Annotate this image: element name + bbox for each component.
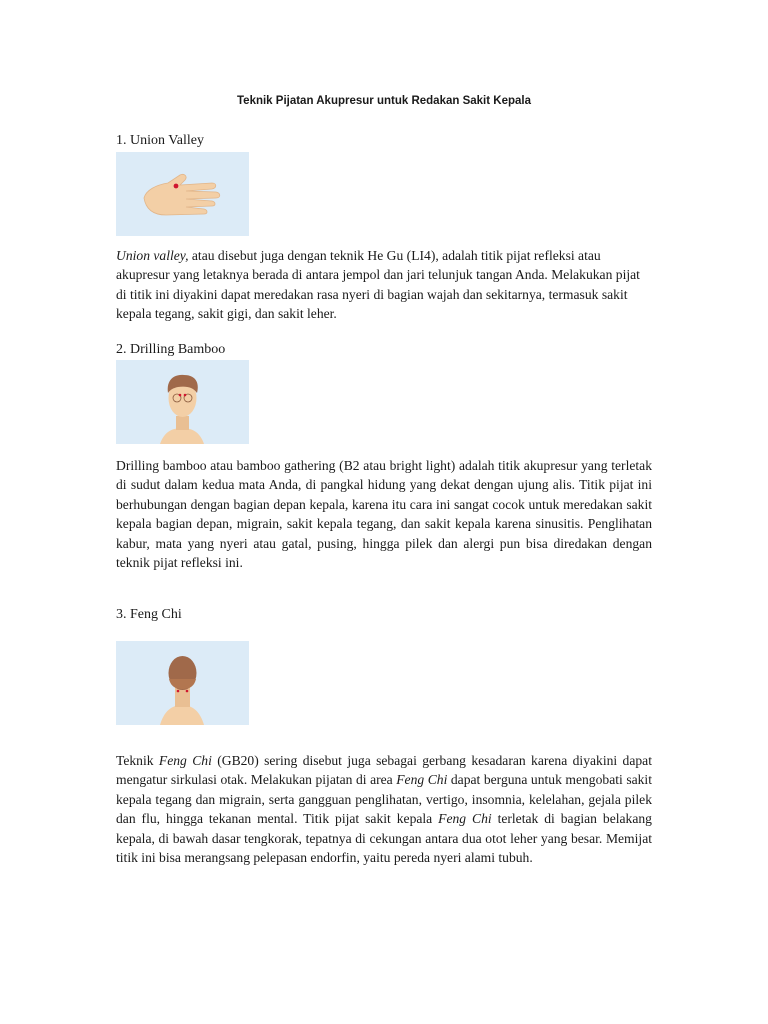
section-heading-feng-chi: 3. Feng Chi bbox=[116, 607, 182, 622]
face-pressure-point-icon bbox=[116, 360, 249, 444]
italic-term: Feng Chi bbox=[438, 811, 492, 827]
italic-term: Union valley, bbox=[116, 248, 189, 263]
section-heading-union-valley: 1. Union Valley bbox=[116, 133, 205, 148]
section-paragraph-feng-chi: Teknik Feng Chi (GB20) sering disebut juga sebagai gerbang kesadaran karena diyakini dapat mengatur sirkulasi otak. Melakukan pijatan di area Feng Chi dapat berguna untuk mengobati sakit kepala tegang dan migrain, serta gangguan penglihatan, vertigo, insomnia, kelelahan, gejala pilek dan flu, hingga tekanan mental. Titik pijat sakit kepala Feng Chi terletak di bagian belakang kepala, di bawah dasar tengkorak, tepatnya di cekungan antara dua otot leher yang besar. Memijat titik ini bisa merangsang pelepasan endorfin, yaitu pereda nyeri alami tubuh. bbox=[116, 753, 652, 866]
neck-pressure-point-icon bbox=[116, 641, 249, 725]
section-paragraph-drilling-bamboo: Drilling bamboo atau bamboo gathering (B2 atau bright light) adalah titik akupresur yang terletak di sudut dalam kedua mata Anda, di pangkal hidung yang dekat dengan ujung alis. Titik pijat ini berhubungan dengan bagian depan kepala, karena itu cara ini sangat cocok untuk meredakan sakit kepala bagian depan, migrain, sakit kepala tegang, dan sakit kepala karena sinusitis. Penglihatan kabur, mata yang nyeri atau gatal, pusing, hingga pilek dan alergi pun bisa diredakan dengan teknik pijat refleksi ini. bbox=[116, 458, 652, 571]
italic-term: Feng Chi bbox=[158, 753, 212, 768]
hand-pressure-point-icon bbox=[116, 152, 249, 236]
section-heading-drilling-bamboo: 2. Drilling Bamboo bbox=[116, 342, 226, 357]
italic-term: Feng Chi bbox=[396, 772, 448, 788]
section-paragraph-union-valley: Union valley, atau disebut juga dengan teknik He Gu (LI4), adalah titik pijat refleksi atau akupresur yang letaknya berada di antara jempol dan jari telunjuk tangan Anda. Melakukan pijat di titik ini diyakini dapat meredakan rasa nyeri di bagian wajah dan sekitarnya, termasuk sakit kepala tegang, sakit gigi, dan sakit leher. bbox=[116, 248, 640, 322]
document-title: Teknik Pijatan Akupresur untuk Redakan Sakit Kepala bbox=[237, 95, 531, 107]
